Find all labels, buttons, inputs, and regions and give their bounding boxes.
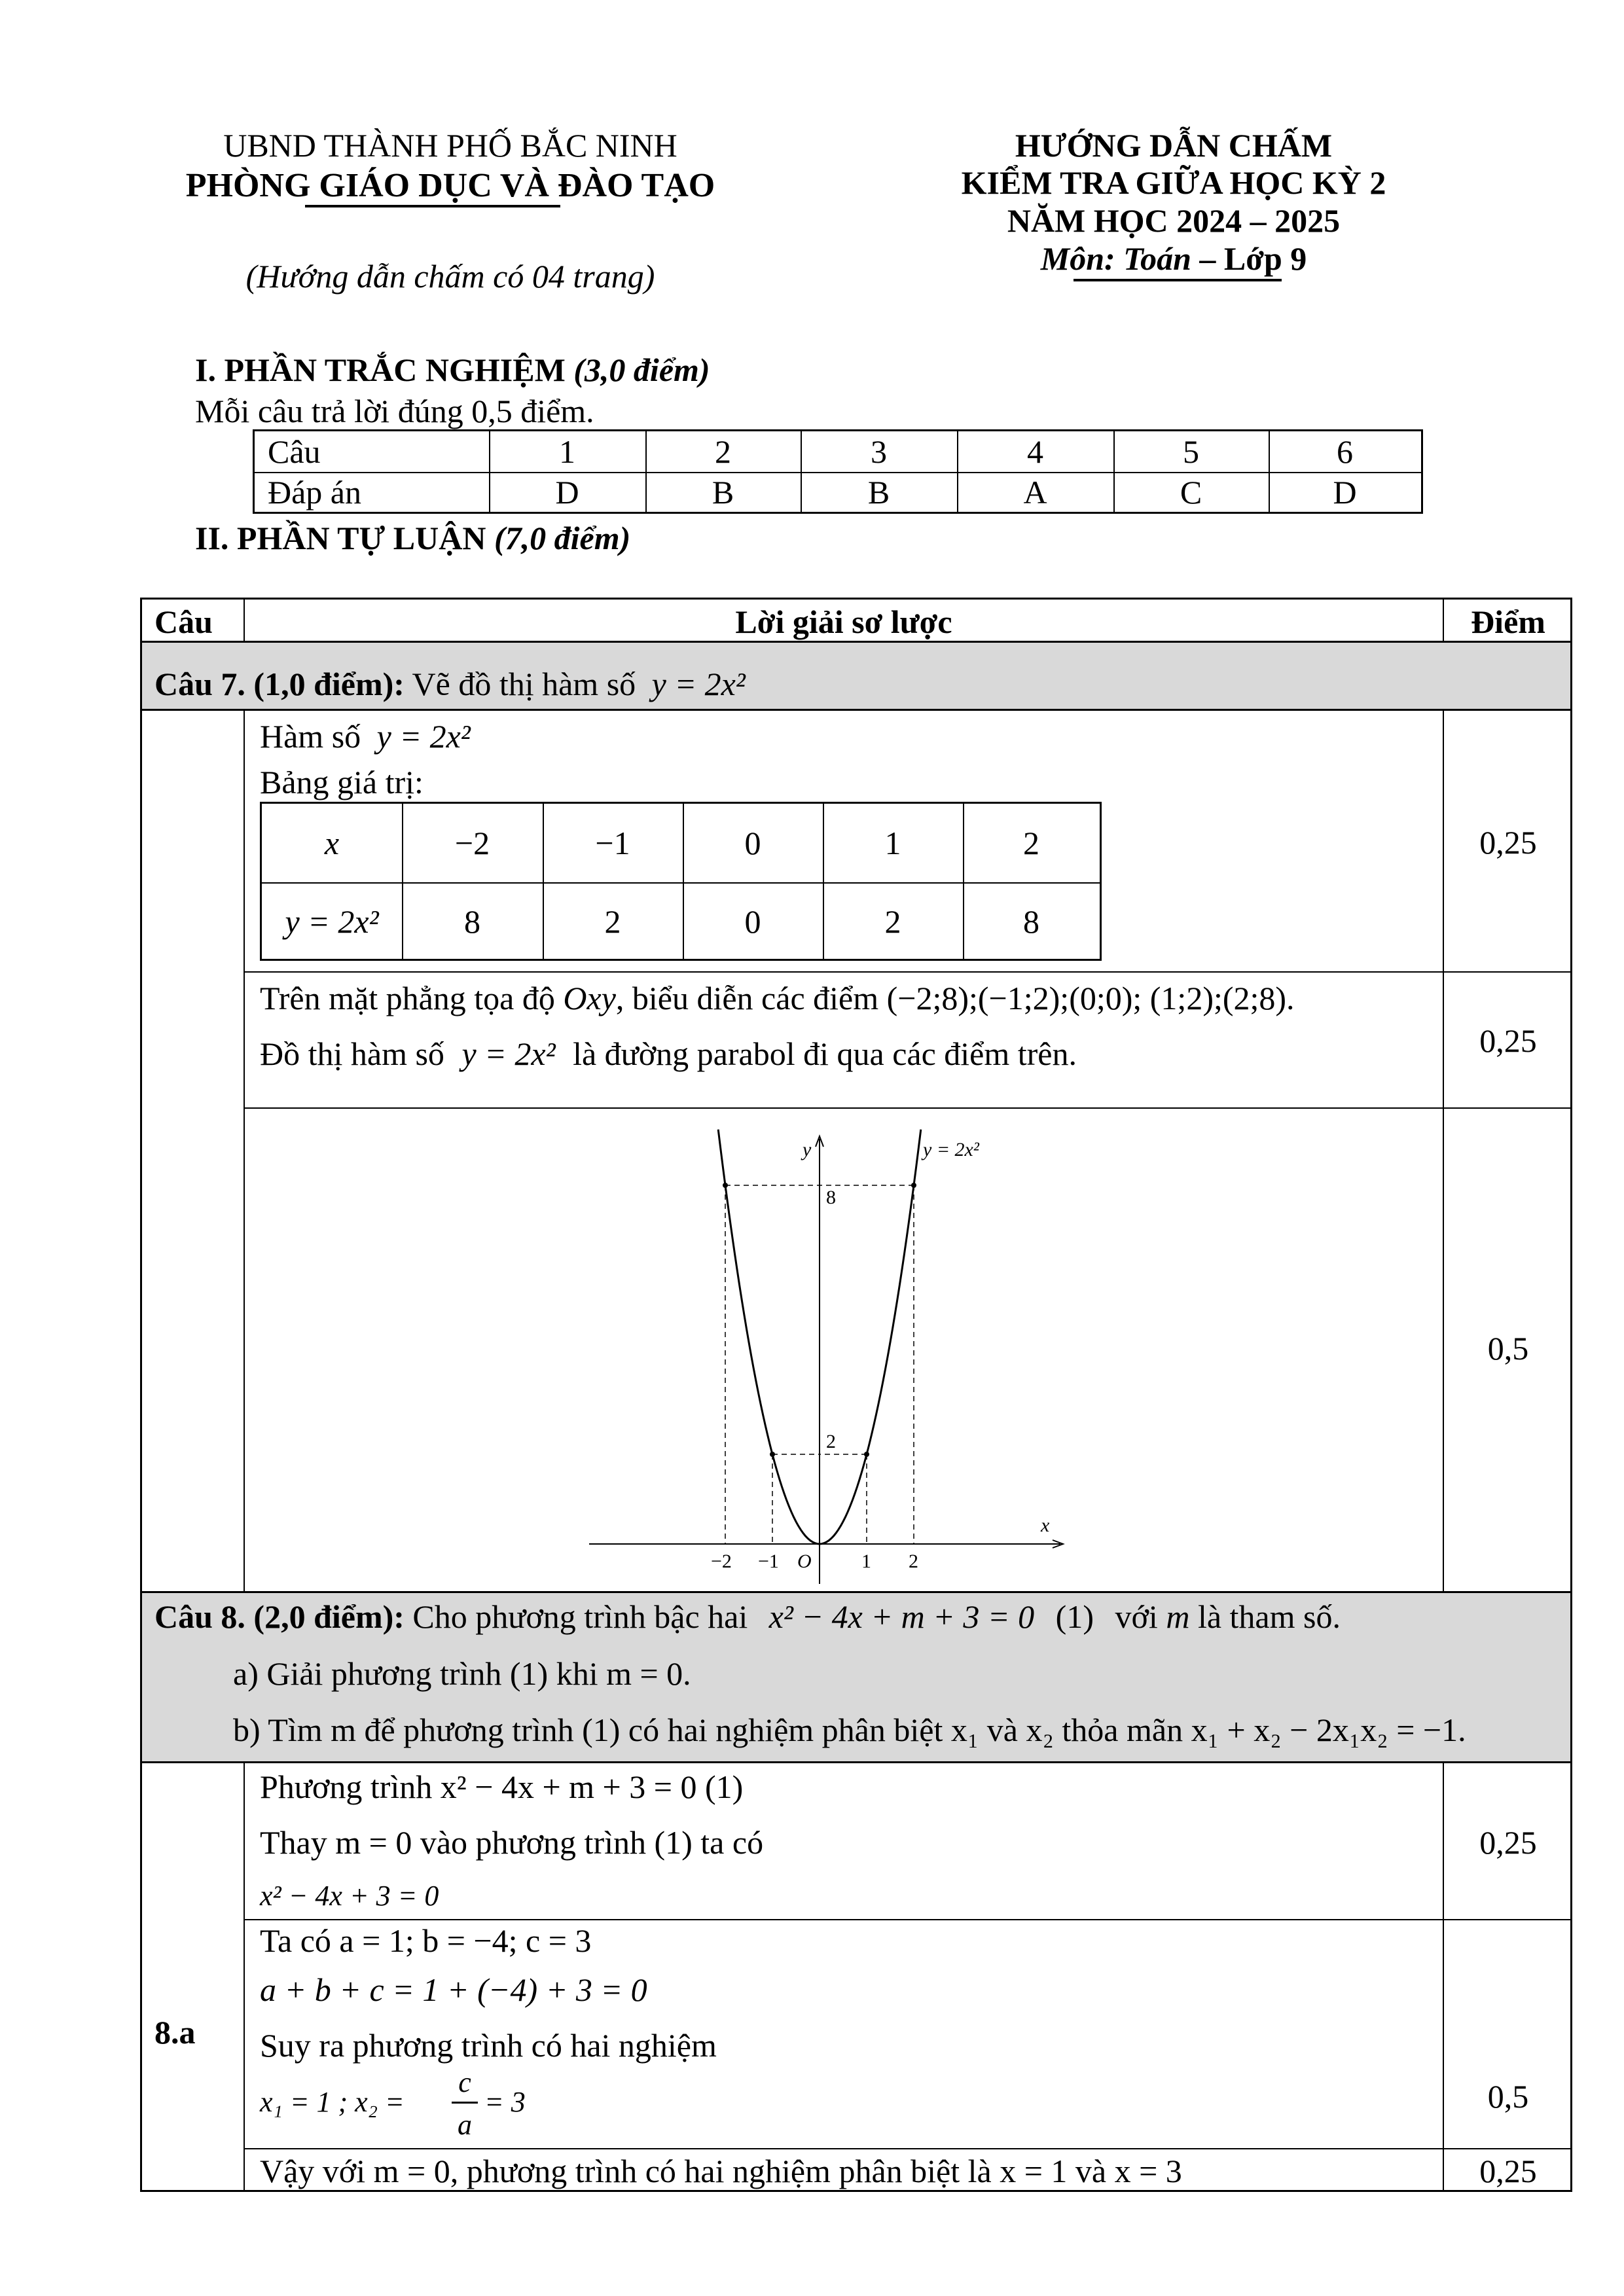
col-header-score: Điểm — [1471, 603, 1545, 640]
q8-formula: x² − 4x + m + 3 = 0 — [768, 1598, 1035, 1635]
answer-cell: B — [712, 474, 734, 511]
y-tick-label: 2 — [826, 1431, 836, 1452]
q8a-r1-l2: Thay m = 0 vào phương trình (1) ta có — [260, 1824, 764, 1861]
question-number: 6 — [1337, 433, 1353, 470]
y-value: 0 — [744, 903, 761, 940]
origin-label: O — [797, 1551, 812, 1572]
q7-r1-line2: Bảng giá trị: — [260, 764, 424, 800]
q8a-r1-l1: Phương trình x² − 4x + m + 3 = 0 (1) — [260, 1768, 744, 1805]
q8a-r3-score: 0,25 — [1479, 2153, 1537, 2189]
x-tick-label: −2 — [711, 1551, 732, 1572]
text: Hàm số — [260, 718, 361, 755]
q8a-r2-l3: Suy ra phương trình có hai nghiệm — [260, 2027, 717, 2064]
frac-den: a — [458, 2109, 472, 2141]
header-left-line1: UBND THÀNH PHỐ BẮC NINH — [223, 127, 677, 164]
question-number: 2 — [715, 433, 731, 470]
y-axis-label: y — [803, 1139, 812, 1160]
subject: Môn: Toán — [1040, 240, 1191, 277]
question-number: 1 — [559, 433, 575, 470]
y-value: 2 — [604, 903, 621, 940]
parabola-graph — [576, 1113, 1100, 1590]
part1-points: (3,0 điểm) — [573, 351, 710, 388]
divider — [305, 205, 560, 207]
x-axis-label: x — [1041, 1515, 1050, 1536]
header-subject — [912, 242, 1435, 275]
x-value: 1 — [884, 825, 901, 861]
x-value: −1 — [595, 825, 630, 861]
part1-title-text: I. PHẦN TRẮC NGHIỆM — [195, 351, 566, 388]
q8-text2: với — [1115, 1598, 1158, 1635]
y-label: y = 2x² — [285, 903, 379, 940]
q7-formula: y = 2x² — [651, 666, 746, 702]
q7-r2-score: 0,25 — [1479, 1022, 1537, 1059]
q7-r1-score: 0,25 — [1479, 824, 1537, 861]
grade: – Lớp 9 — [1191, 240, 1307, 277]
part1-note: Mỗi câu trả lời đúng 0,5 điểm. — [195, 393, 594, 429]
part1-title — [195, 353, 710, 386]
answer-cell: C — [1180, 474, 1202, 511]
part2-points: (7,0 điểm) — [494, 520, 631, 556]
q8-part-a: a) Giải phương trình (1) khi m = 0. — [233, 1655, 691, 1692]
answer-cell: B — [867, 474, 890, 511]
x-label: x — [324, 825, 340, 861]
q8a-r2-l1: Ta có a = 1; b = −4; c = 3 — [260, 1922, 592, 1959]
x-tick-label: 2 — [909, 1551, 918, 1572]
frac-num: c — [458, 2066, 471, 2098]
col-header-solution: Lời giải sơ lược — [735, 603, 952, 640]
q7-r1-line1 — [260, 720, 471, 753]
q7-r3-score: 0,5 — [1487, 1330, 1529, 1367]
q8-text3: là tham số. — [1197, 1598, 1341, 1635]
q8-text: Cho phương trình bậc hai — [412, 1598, 748, 1635]
x-tick-label: −1 — [758, 1551, 779, 1572]
answer-cell: D — [555, 474, 579, 511]
q8-m: m — [1166, 1598, 1190, 1635]
col-header-question: Câu — [154, 603, 213, 640]
q7-r2-line2 — [260, 1037, 1077, 1070]
text: , biểu diễn các điểm — [615, 980, 879, 1016]
q8a-r3-l1: Vậy với m = 0, phương trình có hai nghiệm phân biệt là x = 1 và x = 3 — [260, 2153, 1182, 2189]
y-value: 8 — [1023, 903, 1039, 940]
question-number: 3 — [871, 433, 887, 470]
y-value: 8 — [464, 903, 480, 940]
oxy: Oxy — [563, 980, 616, 1016]
formula: y = 2x² — [376, 718, 471, 755]
answer-cell: D — [1333, 474, 1357, 511]
answer-cell: A — [1023, 474, 1047, 511]
q7-header — [154, 668, 746, 700]
header-right-line2: KIỂM TRA GIỮA HỌC KỲ 2 — [961, 164, 1386, 201]
q8a-r2-l4a: x₁ = 1 ; x₂ = — [260, 2086, 405, 2118]
question-number: 4 — [1027, 433, 1043, 470]
answer-table — [253, 429, 1423, 514]
header-right-line1: HƯỚNG DẪN CHẤM — [1015, 127, 1333, 164]
q8a-r2-score: 0,5 — [1487, 2078, 1529, 2115]
value-table — [260, 802, 1102, 961]
q8-part-b: b) Tìm m để phương trình (1) có hai nghiệm phân biệt x₁ và x₂ thỏa mãn x₁ + x₂ − 2x₁x₂ = −1. — [233, 1712, 1466, 1748]
x-tick-label: 1 — [861, 1551, 871, 1572]
y-tick-label: 8 — [826, 1187, 836, 1208]
text: Trên mặt phẳng tọa độ — [260, 980, 555, 1016]
q8a-r1-l3: x² − 4x + 3 = 0 — [260, 1880, 439, 1912]
points: (−2;8);(−1;2);(0;0); (1;2);(2;8). — [886, 980, 1295, 1016]
q8-title: Câu 8. (2,0 điểm): — [154, 1598, 405, 1635]
header-note: (Hướng dẫn chấm có 04 trang) — [245, 258, 655, 295]
q7-r2-line1 — [260, 982, 1295, 1014]
q7-title: Câu 7. (1,0 điểm): — [154, 666, 405, 702]
q8a-r2-l4b: = 3 — [484, 2086, 526, 2118]
part2-title — [195, 522, 630, 554]
formula: y = 2x² — [461, 1035, 556, 1072]
q8a-r1-score: 0,25 — [1479, 1824, 1537, 1861]
label-dap-an: Đáp án — [268, 474, 361, 511]
q8-header — [154, 1600, 1341, 1633]
question-number: 5 — [1183, 433, 1199, 470]
divider — [1074, 279, 1282, 281]
part2-title-text: II. PHẦN TỰ LUẬN — [195, 520, 486, 556]
text: Đồ thị hàm số — [260, 1035, 444, 1072]
curve-label: y = 2x² — [923, 1139, 979, 1160]
header-right-line3: NĂM HỌC 2024 – 2025 — [1007, 202, 1341, 239]
text: là đường parabol đi qua các điểm trên. — [573, 1035, 1077, 1072]
x-value: 2 — [1023, 825, 1039, 861]
x-value: −2 — [454, 825, 490, 861]
q8-eqno: (1) — [1055, 1598, 1094, 1635]
q8a-r2-l2: a + b + c = 1 + (−4) + 3 = 0 — [260, 1971, 647, 2008]
label-cau: Câu — [268, 433, 321, 470]
y-value: 2 — [884, 903, 901, 940]
label-8a: 8.a — [154, 2014, 196, 2051]
x-value: 0 — [744, 825, 761, 861]
q7-text: Vẽ đồ thị hàm số — [412, 666, 636, 702]
header-left-line2: PHÒNG GIÁO DỤC VÀ ĐÀO TẠO — [185, 167, 715, 204]
